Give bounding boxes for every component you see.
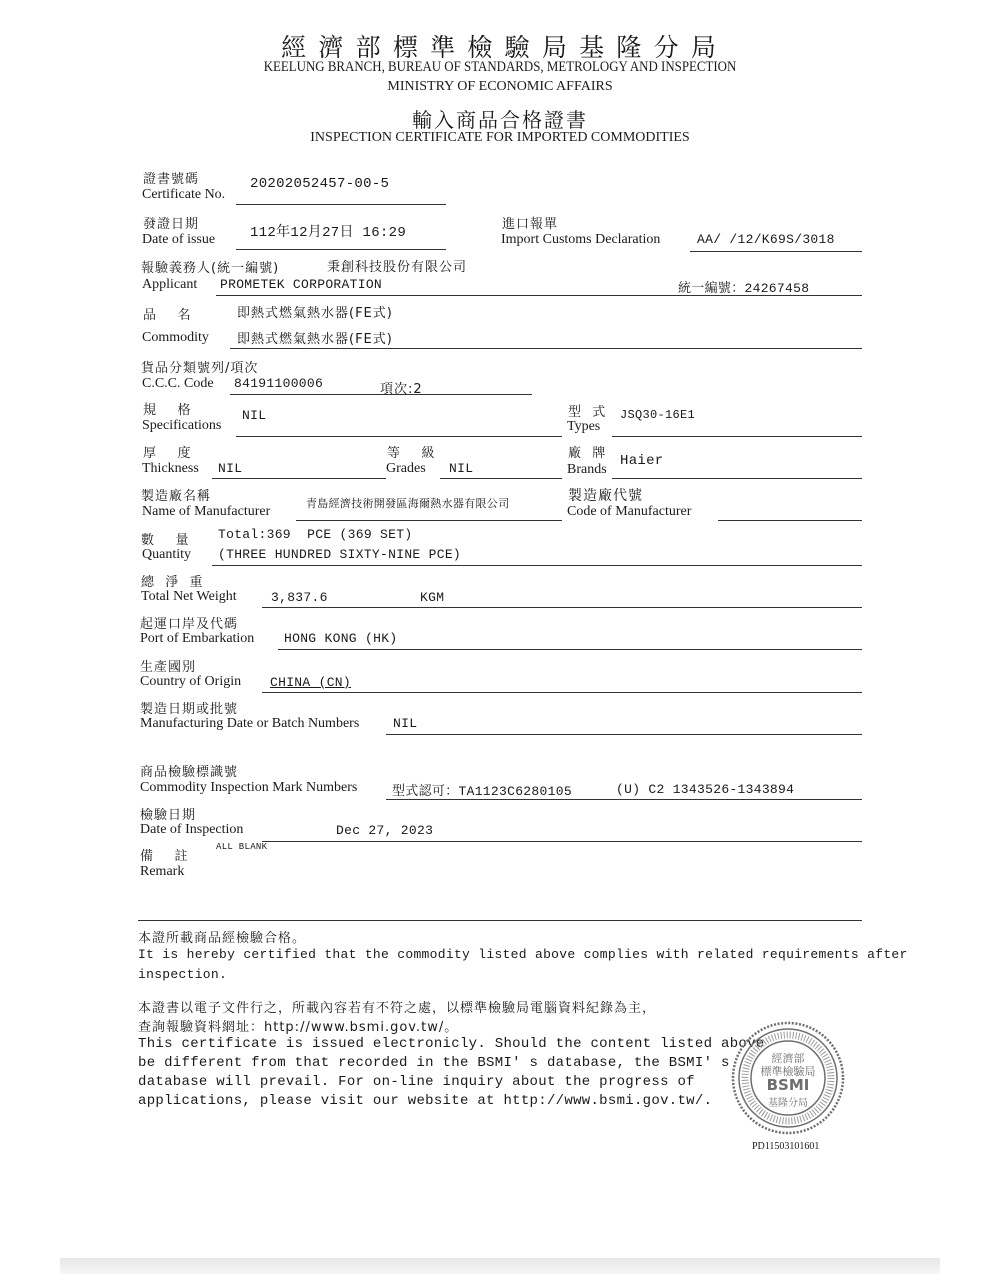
agency-title-en: KEELUNG BRANCH, BUREAU OF STANDARDS, METROLOGY AND INSPECTION [263,59,737,75]
seal-text-line3: BSMI [766,1076,810,1094]
specifications-underline [236,436,562,437]
commodity-label-zh: 品 名 [143,308,192,323]
mark-numbers-label: Commodity Inspection Mark Numbers [140,780,358,795]
net-weight-value: 3,837.6 [271,590,328,605]
grades-label: Grades [386,461,426,476]
origin-label-zh: 生產國別 [140,660,197,675]
types-label-zh: 型 式 [568,405,607,420]
mark-numbers-underline [386,799,862,800]
types-label: Types [567,419,601,434]
customs-declaration-value: AA/ /12/K69S/3018 [697,232,835,247]
inspection-date-label-zh: 檢驗日期 [140,808,197,823]
electronic-notice-zh-line1: 本證書以電子文件行之，所載內容若有不符之處，以標準檢驗局電腦資料紀錄為主， [138,1001,657,1016]
certificate-no-label: Certificate No. [142,187,226,202]
mfg-date-underline [386,734,862,735]
remark-value: ALL BLANK [216,842,268,852]
grades-label-zh: 等 級 [387,446,436,461]
statement-en-line1: It is hereby certified that the commodity listed above complies with related requirements after [138,947,908,962]
certificate-no-underline [236,204,446,205]
scan-edge-shadow [60,1258,940,1274]
customs-declaration-label-zh: 進口報單 [502,217,559,232]
manufacturer-label-zh: 製造廠名稱 [141,489,212,504]
statement-divider [138,920,862,921]
ministry-title: MINISTRY OF ECONOMIC AFFAIRS [387,79,613,94]
electronic-notice-en-line4: applications, please visit our website at http://www.bsmi.gov.tw/. [138,1093,713,1109]
types-value: JSQ30-16E1 [620,408,696,422]
ccc-code-label-zh: 貨品分類號列/項次 [141,361,259,376]
commodity-label: Commodity [142,330,209,345]
brands-label-zh: 廠 牌 [568,446,607,461]
brands-value: Haier [620,453,664,469]
net-weight-unit: KGM [420,590,445,605]
date-of-issue-label-zh: 發證日期 [143,217,200,232]
applicant-uniform-no: 統一編號：24267458 [678,281,810,296]
grades-value: NIL [449,461,474,476]
applicant-label: Applicant [142,277,198,292]
port-label-zh: 起運口岸及代碼 [140,617,239,632]
quantity-underline [212,565,862,566]
bsmi-seal [730,1020,846,1136]
seal-text-line4: 基隆分局 [768,1098,808,1109]
thickness-label-zh: 厚 度 [143,446,192,461]
commodity-value: 即熱式燃氣熱水器(FE式) [237,332,393,347]
brands-label: Brands [567,462,607,477]
statement-en-line2: inspection. [138,967,228,982]
manufacturer-value: 青島經濟技術開發區海爾熱水器有限公司 [306,497,510,510]
port-label: Port of Embarkation [140,631,255,646]
manufacturer-code-underline [718,520,862,521]
seal-text-line2: 標準檢驗局 [760,1065,816,1078]
thickness-label: Thickness [142,461,199,476]
quantity-value: Total:369 PCE (369 SET) [218,527,413,542]
ccc-code-underline [230,394,532,395]
certificate-title-zh: 輸入商品合格證書 [412,110,588,132]
specifications-label: Specifications [142,418,222,433]
ccc-code-item: 項次:2 [380,382,423,397]
specifications-label-zh: 規 格 [143,403,192,418]
brands-underline [612,478,862,479]
certificate-no-label-zh: 證書號碼 [143,172,200,187]
port-value: HONG KONG (HK) [284,631,398,646]
agency-title-zh: 經 濟 部 標 準 檢 驗 局 基 隆 分 局 [281,35,719,62]
date-of-issue-value: 112年12月27日 16:29 [250,225,407,241]
date-of-issue-label: Date of issue [142,232,216,247]
remark-label-zh: 備 註 [140,849,189,864]
net-weight-label: Total Net Weight [141,589,237,604]
port-underline [278,649,862,650]
net-weight-underline [262,607,862,608]
grades-underline [440,478,562,479]
commodity-value-zh: 即熱式燃氣熱水器(FE式) [237,306,393,321]
certificate-title-en: INSPECTION CERTIFICATE FOR IMPORTED COMMODITIES [310,130,690,145]
quantity-value-words: (THREE HUNDRED SIXTY-NINE PCE) [218,547,462,562]
quantity-label: Quantity [142,547,191,562]
form-number: PD11503101601 [752,1141,820,1152]
date-of-issue-underline [236,249,446,250]
electronic-notice-en-line2: be different from that recorded in the BSMI' s database, the BSMI' s [138,1055,730,1071]
applicant-underline [216,295,862,296]
origin-value: CHINA (CN) [270,675,352,690]
thickness-value: NIL [218,461,243,476]
manufacturer-underline [296,520,562,521]
applicant-value: PROMETEK CORPORATION [220,277,383,292]
mfg-date-label-zh: 製造日期或批號 [140,702,239,717]
applicant-label-zh: 報驗義務人(統一編號) [141,261,280,276]
origin-label: Country of Origin [140,674,242,689]
seal-text-line1: 經濟部 [771,1052,805,1065]
thickness-underline [212,478,386,479]
applicant-value-zh: 秉創科技股份有限公司 [327,260,468,275]
ccc-code-label: C.C.C. Code [142,376,214,391]
quantity-label-zh: 數 量 [141,533,190,548]
inspection-date-label: Date of Inspection [140,822,244,837]
manufacturer-code-label-zh: 製造廠代號 [568,488,643,504]
mark-numbers-value: 型式認可：TA1123C6280105 [392,784,572,799]
inspection-date-value: Dec 27, 2023 [336,823,434,838]
customs-declaration-underline [690,251,862,252]
certificate-no-value: 20202052457-00-5 [250,176,390,192]
statement-zh: 本證所載商品經檢驗合格。 [138,931,307,946]
mark-numbers-label-zh: 商品檢驗標識號 [140,765,239,780]
manufacturer-code-label: Code of Manufacturer [567,504,692,519]
net-weight-label-zh: 總 淨 重 [141,575,204,590]
mfg-date-value: NIL [393,716,418,731]
customs-declaration-label: Import Customs Declaration [501,232,661,247]
manufacturer-label: Name of Manufacturer [142,504,271,519]
inspection-date-underline [262,841,862,842]
mfg-date-label: Manufacturing Date or Batch Numbers [140,716,360,731]
types-underline [612,436,862,437]
commodity-underline [230,348,862,349]
specifications-value: NIL [242,408,267,423]
origin-underline [262,692,862,693]
electronic-notice-zh-line2: 查詢報驗資料網址：http://www.bsmi.gov.tw/。 [138,1020,459,1035]
remark-label: Remark [140,864,185,879]
electronic-notice-en-line1: This certificate is issued electronicly. Should the content listed above [138,1036,765,1052]
ccc-code-value: 84191100006 [234,376,324,391]
electronic-notice-en-line3: database will prevail. For on-line inquiry about the progress of [138,1074,695,1090]
mark-numbers-value-2: (U) C2 1343526-1343894 [616,782,795,797]
